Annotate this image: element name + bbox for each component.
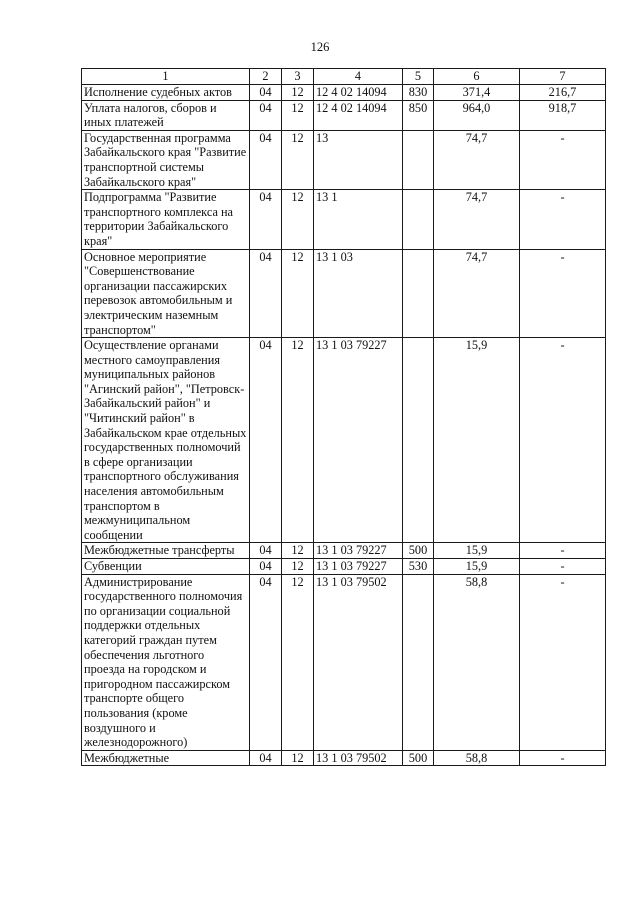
table-row <box>82 85 606 101</box>
section-code-cell: 04 <box>250 190 282 249</box>
row-name-cell: Уплата налогов, сборов и иных платежей <box>82 100 250 130</box>
table-row <box>82 100 606 130</box>
table-row <box>82 338 606 543</box>
column-header: 1 <box>82 69 250 85</box>
subsection-code-cell: 12 <box>282 130 314 189</box>
subsection-code-cell: 12 <box>282 85 314 101</box>
expense-type-cell: 850 <box>403 100 434 130</box>
amount-col6-cell: 74,7 <box>434 249 520 338</box>
column-header: 4 <box>314 69 403 85</box>
amount-col6-cell: 15,9 <box>434 559 520 575</box>
section-code-cell: 04 <box>250 100 282 130</box>
amount-col7-cell: - <box>520 338 606 543</box>
table-row <box>82 190 606 249</box>
row-name-cell: Исполнение судебных актов <box>82 85 250 101</box>
section-code-cell: 04 <box>250 130 282 189</box>
expense-type-cell <box>403 249 434 338</box>
page-number: 126 <box>310 40 330 54</box>
amount-col7-cell: - <box>520 750 606 766</box>
section-code-cell: 04 <box>250 750 282 766</box>
expense-type-cell: 830 <box>403 85 434 101</box>
table-row <box>82 559 606 575</box>
table-header-row <box>82 69 606 85</box>
row-name-cell: Подпрограмма "Развитие транспортного комплекса на территории Забайкальского края" <box>82 190 250 249</box>
expense-type-cell: 500 <box>403 750 434 766</box>
row-name-cell: Межбюджетные трансферты <box>82 543 250 559</box>
budget-table <box>81 68 606 766</box>
table-row <box>82 130 606 189</box>
expense-type-cell: 500 <box>403 543 434 559</box>
amount-col7-cell: - <box>520 190 606 249</box>
expense-type-cell <box>403 190 434 249</box>
subsection-code-cell: 12 <box>282 338 314 543</box>
expense-type-cell <box>403 130 434 189</box>
amount-col6-cell: 371,4 <box>434 85 520 101</box>
subsection-code-cell: 12 <box>282 559 314 575</box>
expense-type-cell: 530 <box>403 559 434 575</box>
table-row <box>82 750 606 766</box>
amount-col6-cell: 964,0 <box>434 100 520 130</box>
row-name-cell: Осуществление органами местного самоуправления муниципальных районов "Агинский район", "Петровск-Забайкальский район" и "Читинский район" в Забайкальском крае отдельных государственных полномочий в сфере организации транспортного обслуживания населения автомобильным транспортом в межмуниципальном сообщении <box>82 338 250 543</box>
subsection-code-cell: 12 <box>282 574 314 750</box>
subsection-code-cell: 12 <box>282 190 314 249</box>
section-code-cell: 04 <box>250 338 282 543</box>
amount-col7-cell: - <box>520 249 606 338</box>
table-row <box>82 543 606 559</box>
table-body <box>82 85 606 766</box>
column-header: 7 <box>520 69 606 85</box>
amount-col6-cell: 58,8 <box>434 574 520 750</box>
subsection-code-cell: 12 <box>282 100 314 130</box>
section-code-cell: 04 <box>250 559 282 575</box>
row-name-cell: Субвенции <box>82 559 250 575</box>
row-name-cell: Администрирование государственного полномочия по организации социальной поддержки отдельных категорий граждан путем обеспечения льготного проезда на городском и пригородном пассажирском транспорте общего пользования (кроме воздушного и железнодорожного) <box>82 574 250 750</box>
target-article-cell: 12 4 02 14094 <box>314 85 403 101</box>
amount-col6-cell: 74,7 <box>434 190 520 249</box>
amount-col6-cell: 74,7 <box>434 130 520 189</box>
target-article-cell: 12 4 02 14094 <box>314 100 403 130</box>
target-article-cell: 13 1 <box>314 190 403 249</box>
table-row <box>82 574 606 750</box>
amount-col6-cell: 15,9 <box>434 543 520 559</box>
target-article-cell: 13 1 03 <box>314 249 403 338</box>
target-article-cell: 13 <box>314 130 403 189</box>
column-header: 5 <box>403 69 434 85</box>
target-article-cell: 13 1 03 79227 <box>314 559 403 575</box>
section-code-cell: 04 <box>250 249 282 338</box>
subsection-code-cell: 12 <box>282 750 314 766</box>
subsection-code-cell: 12 <box>282 249 314 338</box>
row-name-cell: Межбюджетные <box>82 750 250 766</box>
amount-col7-cell: 918,7 <box>520 100 606 130</box>
target-article-cell: 13 1 03 79227 <box>314 543 403 559</box>
section-code-cell: 04 <box>250 85 282 101</box>
amount-col7-cell: - <box>520 574 606 750</box>
target-article-cell: 13 1 03 79227 <box>314 338 403 543</box>
expense-type-cell <box>403 574 434 750</box>
column-header: 2 <box>250 69 282 85</box>
column-header: 6 <box>434 69 520 85</box>
subsection-code-cell: 12 <box>282 543 314 559</box>
target-article-cell: 13 1 03 79502 <box>314 574 403 750</box>
amount-col7-cell: 216,7 <box>520 85 606 101</box>
amount-col7-cell: - <box>520 130 606 189</box>
amount-col7-cell: - <box>520 543 606 559</box>
section-code-cell: 04 <box>250 574 282 750</box>
table-row <box>82 249 606 338</box>
row-name-cell: Основное мероприятие "Совершенствование организации пассажирских перевозок автомобильным и электрическим наземным транспортом" <box>82 249 250 338</box>
expense-type-cell <box>403 338 434 543</box>
amount-col6-cell: 15,9 <box>434 338 520 543</box>
amount-col7-cell: - <box>520 559 606 575</box>
section-code-cell: 04 <box>250 543 282 559</box>
column-header: 3 <box>282 69 314 85</box>
row-name-cell: Государственная программа Забайкальского края "Развитие транспортной системы Забайкальского края" <box>82 130 250 189</box>
amount-col6-cell: 58,8 <box>434 750 520 766</box>
target-article-cell: 13 1 03 79502 <box>314 750 403 766</box>
